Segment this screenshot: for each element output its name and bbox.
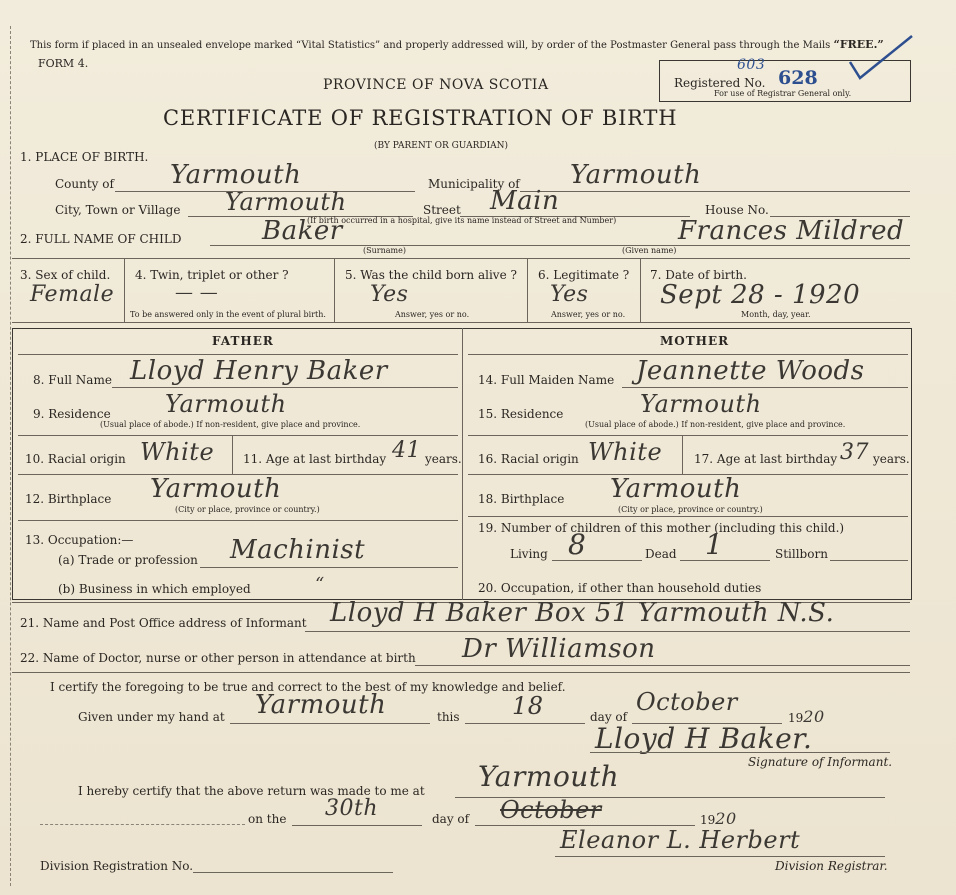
father-occupation-label: 13. Occupation:— — [25, 533, 134, 547]
dead-label: Dead — [645, 547, 677, 561]
county-value: Yarmouth — [170, 160, 302, 190]
divider — [640, 258, 641, 322]
registrar-year — [700, 809, 737, 828]
divider — [682, 436, 683, 474]
street-label: Street — [423, 203, 461, 217]
divider — [590, 752, 890, 753]
check-mark-icon — [846, 32, 916, 84]
father-race-label: 10. Racial origin — [25, 452, 126, 466]
child-given-name: Frances Mildred — [678, 216, 905, 246]
stillborn-label: Stillborn — [775, 547, 828, 561]
certification-day: 18 — [512, 692, 544, 720]
row-3-bottom-line — [12, 322, 910, 323]
this-label: this — [437, 710, 460, 724]
mother-residence-note: (Usual place of abode.) If non-resident, give place and province. — [585, 420, 846, 429]
registrar-year-prefix: 19 — [700, 813, 716, 827]
registered-note: For use of Registrar General only. — [714, 89, 852, 98]
given-place-value: Yarmouth — [255, 690, 387, 720]
divider — [468, 435, 908, 436]
division-registration-label: Division Registration No. — [40, 859, 194, 873]
divider — [830, 560, 908, 561]
parents-divider — [462, 328, 463, 600]
municipality-value: Yarmouth — [570, 160, 702, 190]
father-name-value: Lloyd Henry Baker — [130, 356, 388, 386]
mother-birthplace-label: 18. Birthplace — [478, 492, 565, 506]
divider — [292, 825, 422, 826]
divider — [622, 387, 908, 388]
father-birthplace-value: Yarmouth — [150, 474, 282, 504]
father-trade-value: Machinist — [230, 535, 366, 565]
child-surname: Baker — [262, 216, 343, 246]
mother-race-label: 16. Racial origin — [478, 452, 579, 466]
mother-name-label: 14. Full Maiden Name — [478, 373, 615, 387]
province-title: PROVINCE OF NOVA SCOTIA — [323, 77, 549, 93]
twin-note: To be answered only in the event of plural birth. — [130, 310, 326, 319]
mother-residence-label: 15. Residence — [478, 407, 564, 421]
registrar-dayof-label: day of — [432, 812, 470, 826]
father-residence-value: Yarmouth — [165, 390, 287, 418]
day-of-label: day of — [590, 710, 628, 724]
given-name-note: (Given name) — [622, 246, 677, 255]
city-value: Yarmouth — [225, 188, 347, 216]
divider — [305, 631, 910, 632]
father-business-label: (b) Business in which employed — [58, 582, 251, 596]
certification-statement: I certify the foregoing to be true and correct to the best of my knowledge and belief. — [50, 680, 566, 694]
on-the-label: on the — [248, 812, 287, 826]
divider — [112, 387, 458, 388]
registrar-year-suffix: 20 — [715, 809, 737, 828]
twin-label: 4. Twin, triplet or other ? — [135, 268, 289, 282]
father-heading: FATHER — [212, 334, 274, 348]
registered-label: Registered No. — [674, 76, 766, 90]
mother-age-label: 17. Age at last birthday — [694, 452, 838, 466]
father-birthplace-label: 12. Birthplace — [25, 492, 112, 506]
mother-race-value: White — [588, 438, 663, 466]
mother-residence-value: Yarmouth — [640, 390, 762, 418]
postal-notice — [30, 38, 884, 53]
father-residence-label: 9. Residence — [33, 407, 111, 421]
sex-label: 3. Sex of child. — [20, 268, 111, 282]
row-3-top-line — [12, 258, 910, 259]
father-race-value: White — [140, 438, 215, 466]
certification-month: October — [636, 688, 738, 716]
divider — [680, 560, 770, 561]
informant-value: Lloyd H Baker Box 51 Yarmouth N.S. — [330, 598, 835, 628]
hospital-note: (If birth occurred in a hospital, give its name instead of Street and Number) — [307, 216, 617, 225]
father-age-label: 11. Age at last birthday — [243, 452, 387, 466]
father-business-value: “ — [315, 574, 325, 595]
divider — [468, 516, 908, 517]
surname-note: (Surname) — [363, 246, 406, 255]
doctor-value: Dr Williamson — [462, 634, 656, 664]
registrar-month: October — [500, 796, 602, 824]
postal-notice-text: This form if placed in an unsealed envelope marked “Vital Statistics” and properly addressed will, by order of the Postmaster General pass through the Mails — [30, 40, 831, 51]
divider — [193, 872, 393, 873]
mother-birthplace-value: Yarmouth — [610, 474, 742, 504]
informant-signature: Lloyd H Baker. — [595, 722, 813, 755]
twin-value: — — — [175, 282, 219, 303]
given-under-label: Given under my hand at — [78, 710, 225, 724]
father-birthplace-note: (City or place, province or country.) — [175, 505, 320, 514]
divider — [415, 665, 910, 666]
left-margin-line — [10, 26, 11, 886]
mother-occupation-label: 20. Occupation, if other than household duties — [478, 581, 762, 595]
mother-name-value: Jeannette Woods — [636, 356, 865, 386]
postal-free: “FREE.” — [833, 38, 884, 51]
dob-label: 7. Date of birth. — [650, 268, 747, 282]
certificate-subtitle: (BY PARENT OR GUARDIAN) — [374, 141, 509, 151]
registrar-signature-label: Division Registrar. — [775, 859, 888, 873]
doctor-label: 22. Name of Doctor, nurse or other person in attendance at birth — [20, 651, 416, 665]
certification-year-suffix: 20 — [803, 707, 825, 726]
divider — [40, 824, 245, 825]
mother-heading: MOTHER — [660, 334, 730, 348]
registrar-signature: Eleanor L. Herbert — [560, 826, 801, 854]
father-years-label: years. — [425, 452, 462, 466]
divider — [18, 354, 458, 355]
legitimate-label: 6. Legitimate ? — [538, 268, 630, 282]
child-name-label: 2. FULL NAME OF CHILD — [20, 232, 182, 246]
mother-children-label: 19. Number of children of this mother (including this child.) — [478, 521, 845, 535]
street-value: Main — [490, 186, 560, 216]
alive-label: 5. Was the child born alive ? — [345, 268, 517, 282]
dob-value: Sept 28 - 1920 — [660, 280, 861, 310]
alive-value: Yes — [370, 282, 409, 307]
divider — [18, 520, 458, 521]
divider — [12, 672, 910, 673]
form-number: FORM 4. — [38, 57, 89, 70]
dob-note: Month, day, year. — [741, 310, 811, 319]
registrar-statement: I hereby certify that the above return was made to me at — [78, 784, 425, 798]
dead-value: 1 — [705, 528, 724, 561]
legitimate-value: Yes — [550, 282, 589, 307]
house-label: House No. — [705, 203, 769, 217]
registered-top-number: 603 — [737, 57, 766, 73]
sex-value: Female — [30, 282, 115, 307]
mother-birthplace-note: (City or place, province or country.) — [618, 505, 763, 514]
divider — [468, 354, 908, 355]
divider — [18, 435, 458, 436]
certification-year-prefix: 19 — [788, 711, 804, 725]
divider — [232, 436, 233, 474]
registered-number: 628 — [778, 67, 818, 89]
mother-age-value: 37 — [840, 440, 869, 465]
divider — [334, 258, 335, 322]
municipality-line — [520, 191, 910, 192]
father-trade-label: (a) Trade or profession — [58, 553, 198, 567]
living-value: 8 — [568, 528, 587, 561]
divider — [555, 856, 885, 857]
registrar-day: 30th — [325, 796, 379, 821]
father-name-label: 8. Full Name — [33, 373, 112, 387]
living-label: Living — [510, 547, 548, 561]
alive-note: Answer, yes or no. — [395, 310, 470, 319]
place-of-birth-label: 1. PLACE OF BIRTH. — [20, 150, 149, 164]
divider — [124, 258, 125, 322]
certificate-title: CERTIFICATE OF REGISTRATION OF BIRTH — [163, 106, 678, 130]
mother-years-label: years. — [873, 452, 910, 466]
registrar-place: Yarmouth — [478, 760, 620, 793]
city-label: City, Town or Village — [55, 203, 181, 217]
divider — [465, 723, 585, 724]
divider — [200, 567, 458, 568]
father-age-value: 41 — [392, 438, 421, 463]
legitimate-note: Answer, yes or no. — [551, 310, 626, 319]
father-residence-note: (Usual place of abode.) If non-resident, give place and province. — [100, 420, 361, 429]
informant-label: 21. Name and Post Office address of Informant — [20, 616, 307, 630]
municipality-label: Municipality of — [428, 177, 520, 191]
divider — [552, 560, 642, 561]
divider — [230, 723, 430, 724]
divider — [527, 258, 528, 322]
informant-signature-label: Signature of Informant. — [748, 755, 893, 769]
county-label: County of — [55, 177, 114, 191]
